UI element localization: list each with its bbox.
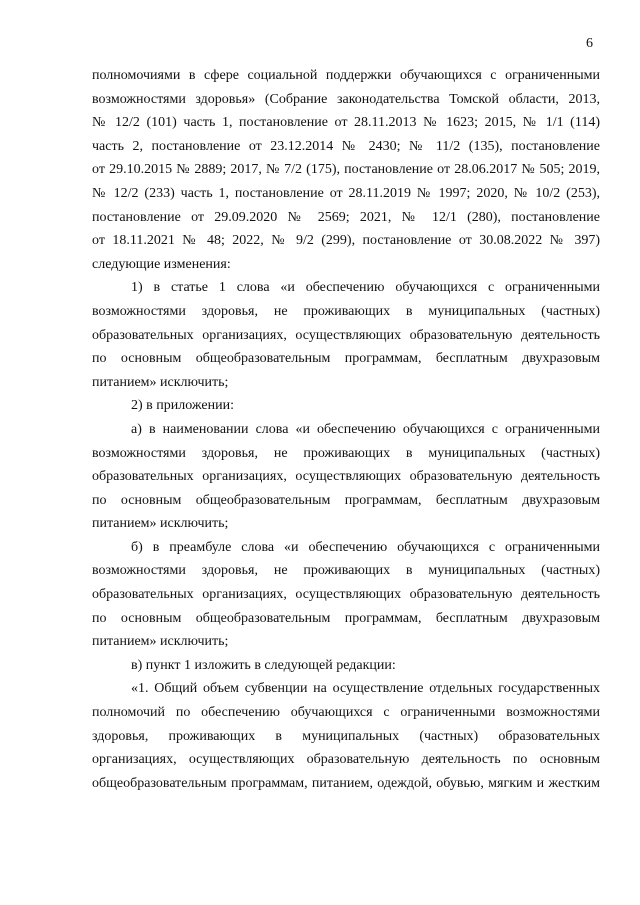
text-line: от 29.10.2015 № 2889; 2017, № 7/2 (175), постановление от 28.06.2017 № 505; 2019, (92, 162, 600, 178)
text-line: образовательных организациях, осуществляющих образовательную деятельность (92, 327, 600, 343)
text-line: полномочиями в сфере социальной поддержки обучающихся с ограниченными (92, 68, 600, 83)
text-line: питанием» исключить; (92, 374, 229, 390)
text-line: питанием» исключить; (92, 634, 229, 650)
text-line: по основным общеобразовательным программам, бесплатным двухразовым (92, 351, 600, 367)
text-line: в) пункт 1 изложить в следующей редакции: (131, 657, 396, 673)
text-line: организациях, осуществляющих образовательную деятельность по основным (92, 752, 600, 768)
text-line: постановление от 29.09.2020 № 2569; 2021, № 12/1 (280), постановление (92, 209, 600, 225)
text-line: 1) в статье 1 слова «и обеспечению обучающихся с ограниченными (131, 280, 600, 296)
text-line: здоровья, проживающих в муниципальных (частных) образовательных (92, 728, 600, 744)
text-line: по основным общеобразовательным программам, бесплатным двухразовым (92, 610, 600, 626)
text-line: «1. Общий объем субвенции на осуществление отдельных государственных (131, 681, 600, 697)
text-line: возможностями здоровья, не проживающих в муниципальных (частных) (92, 445, 600, 461)
document-body (92, 64, 600, 795)
text-line: возможностями здоровья, не проживающих в муниципальных (частных) (92, 563, 600, 579)
text-line: образовательных организациях, осуществляющих образовательную деятельность (92, 469, 600, 485)
text-line: от 18.11.2021 № 48; 2022, № 9/2 (299), постановление от 30.08.2022 № 397) (92, 233, 600, 249)
text-line: № 12/2 (101) часть 1, постановление от 28.11.2013 № 1623; 2015, № 1/1 (114) (92, 115, 600, 131)
text-line: образовательных организациях, осуществляющих образовательную деятельность (92, 587, 600, 603)
text-line: возможностями здоровья, не проживающих в муниципальных (частных) (92, 303, 600, 319)
text-line: часть 2, постановление от 23.12.2014 № 2430; № 11/2 (135), постановление (92, 138, 600, 154)
text-line: а) в наименовании слова «и обеспечению обучающихся с ограниченными (131, 421, 600, 437)
text-line: № 12/2 (233) часть 1, постановление от 28.11.2019 № 1997; 2020, № 10/2 (253), (92, 185, 600, 201)
text-line: питанием» исключить; (92, 516, 229, 532)
text-line: общеобразовательным программам, питанием, одеждой, обувью, мягким и жестким (92, 775, 600, 791)
text-line: б) в преамбуле слова «и обеспечению обучающихся с ограниченными (131, 539, 600, 555)
text-line: возможностями здоровья» (Собрание законодательства Томской области, 2013, (92, 91, 600, 107)
text-line: полномочий по обеспечению обучающихся с ограниченными возможностями (92, 705, 600, 721)
text-line: по основным общеобразовательным программам, бесплатным двухразовым (92, 492, 600, 508)
text-line: 2) в приложении: (131, 398, 234, 414)
text-line: следующие изменения: (92, 256, 231, 272)
page-number: 6 (586, 36, 593, 51)
